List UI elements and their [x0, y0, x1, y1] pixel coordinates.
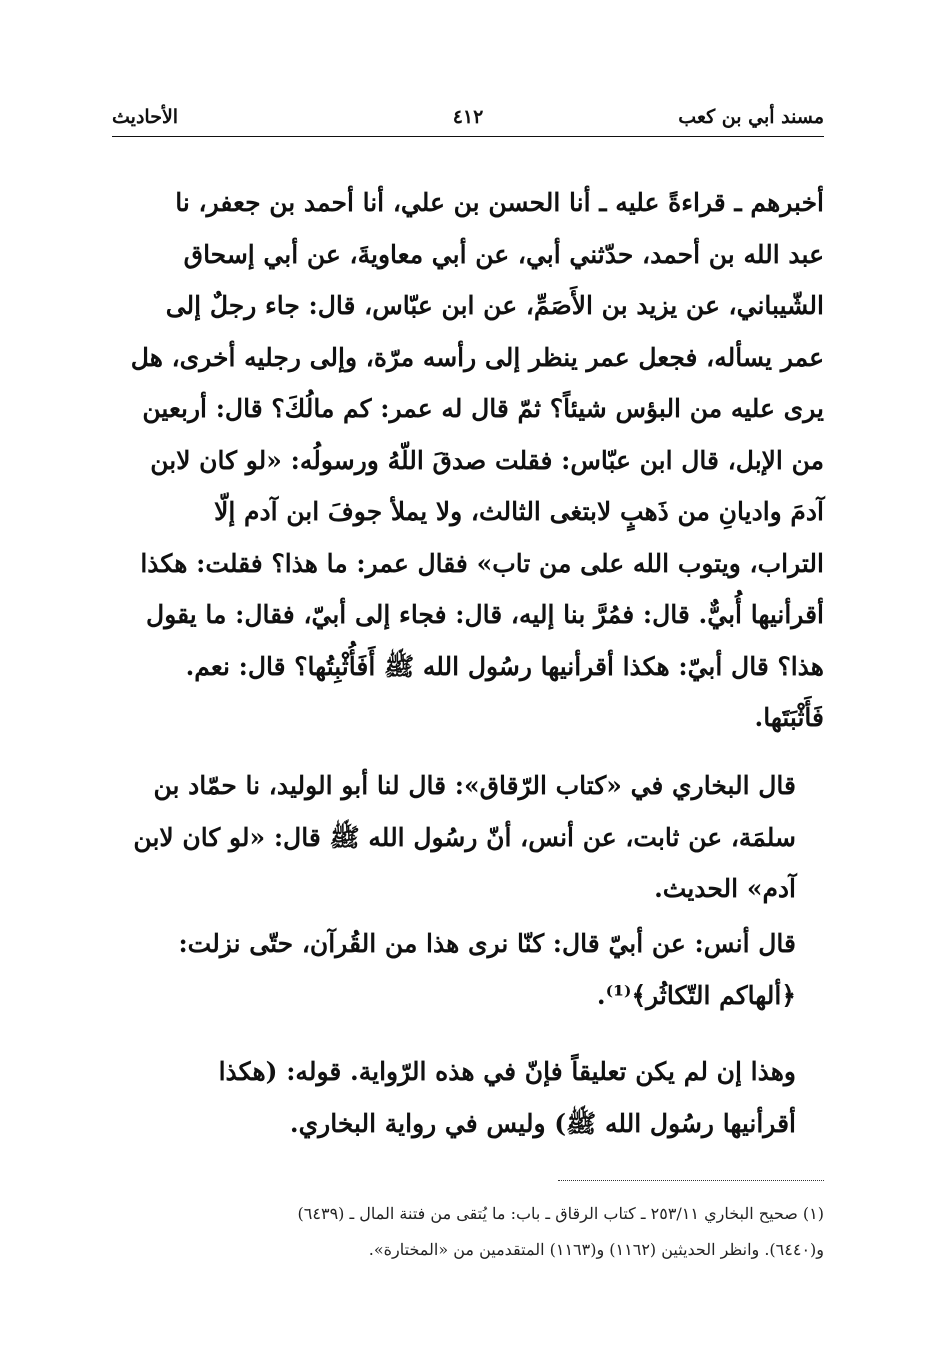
footnote-line: (١) صحيح البخاري ٢٥٣/١١ ـ كتاب الرقاق ـ باب: ما يُتقى من فتنة المال ـ (٦٤٣٩) — [297, 1204, 824, 1223]
paragraph-bukhari — [112, 760, 824, 915]
footnote-line: و(٦٤٤٠). وانظر الحديثين (١١٦٢) و(١١٦٣) المتقدمين من «المختارة». — [368, 1240, 824, 1259]
footnote — [112, 1196, 824, 1268]
text-line: أقرأنيها رسُول الله ﷺ) وليس في رواية البخاري. — [289, 1108, 796, 1138]
footnote-divider — [558, 1180, 824, 1181]
text-line: عبد الله بن أحمد، حدّثني أبي، عن أبي معاويةَ، عن أبي إسحاق — [183, 239, 824, 269]
header-section-title: الأحاديث — [112, 106, 179, 128]
header-divider — [112, 136, 824, 137]
text-line: أقرأنيها أُبيٌّ. قال: فمُرَّ بنا إليه، قال: فجاء إلى أبيّ، فقال: ما يقول — [146, 600, 824, 629]
text-line: من الإبل، قال ابن عبّاس: فقلت صدقَ اللّهُ ورسولُه: «لو كان لابن — [150, 445, 824, 475]
text-line: عمر يسأله، فجعل عمر ينظر إلى رأسه مرّة، وإلى رجليه أخرى، هل — [130, 342, 824, 372]
text-line: هذا؟ قال أبيّ: هكذا أقرأنيها رسُول الله ﷺ أَفَأُثْبِتُها؟ قال: نعم. — [185, 651, 824, 681]
text-line: أخبرهم ـ قراءةً عليه ـ أنا الحسن بن علي، أنا أحمد بن جعفر، نا — [175, 188, 824, 217]
text-line: يرى عليه من البؤس شيئاً؟ ثمّ قال له عمر: كم مالُكَ؟ قال: أربعين — [142, 394, 824, 423]
page-number: ٤١٢ — [452, 106, 484, 128]
text-line: قال أنس: عن أبيّ قال: كنّا نرى هذا من القُرآن، حتّى نزلت: — [178, 929, 796, 958]
paragraph-commentary — [112, 1046, 824, 1149]
text-line: الشّيباني، عن يزيد بن الأَصَمِّ، عن ابن عبّاس، قال: جاء رجلٌ إلى — [165, 291, 824, 320]
text-line: ﴿ألهاكم التّكاثُر﴾⁽¹⁾. — [596, 980, 796, 1010]
header-book-title: مسند أبي بن كعب — [678, 106, 824, 128]
text-line: آدم» الحديث. — [654, 874, 796, 903]
running-header — [112, 100, 824, 140]
text-line: آدمَ واديانِ من ذَهبٍ لابتغى الثالث، ولا يملأ جوفَ ابن آدم إلّا — [214, 497, 824, 526]
text-line: فَأَثْبَتَها. — [754, 703, 824, 732]
text-line: التراب، ويتوب الله على من تاب» فقال عمر: ما هذا؟ فقلت: هكذا — [140, 548, 824, 578]
text-line: وهذا إن لم يكن تعليقاً فإنّ في هذه الرّواية. قوله: (هكذا — [218, 1057, 796, 1086]
paragraph-anas — [112, 918, 824, 1021]
text-line: قال البخاري في «كتاب الرّقاق»: قال لنا أبو الوليد، نا حمّاد بن — [153, 771, 796, 800]
paragraph-hadith-isnad — [112, 177, 824, 744]
text-line: سلمَة، عن ثابت، عن أنس، أنّ رسُول الله ﷺ قال: «لو كان لابن — [133, 822, 796, 852]
